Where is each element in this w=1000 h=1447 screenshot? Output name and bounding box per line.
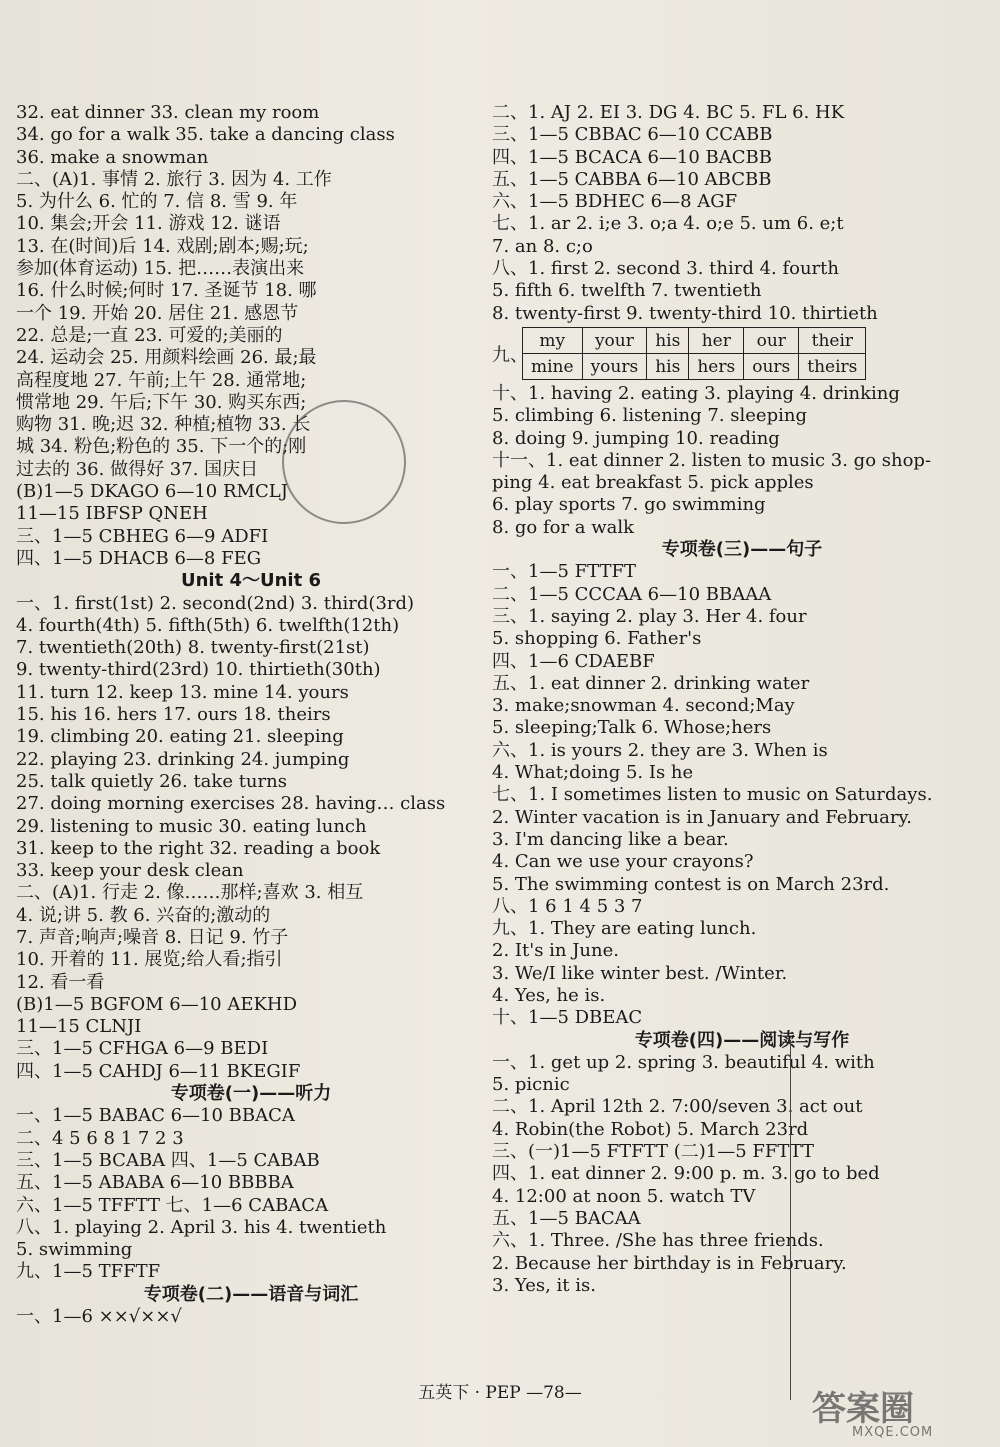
answer-line: 三、1—5 CBBAC 6—10 CCABB [492,124,773,146]
right-top-block [492,102,992,325]
pronoun-cell: our [744,328,799,354]
answer-line: 12. 看一看 [16,971,105,993]
pronoun-label: 九、 [492,344,528,366]
answer-line: 2. Winter vacation is in January and February. [492,806,912,828]
answer-line: 三、1. saying 2. play 3. Her 4. four [492,605,807,627]
pronoun-table-row [523,328,866,354]
answer-line: 5. picnic [492,1074,570,1096]
answer-line: 4. fourth(4th) 5. fifth(5th) 6. twelfth(12th) [16,614,400,636]
answer-line: (B)1—5 DKAGO 6—10 RMCLJ [16,481,288,503]
right-bottom-block [492,383,992,1297]
answer-line: 3. I'm dancing like a bear. [492,828,729,850]
watermark-url: MXQE.COM [852,1425,934,1440]
answer-line: 5. sleeping;Talk 6. Whose;hers [492,717,772,739]
answer-line: 二、(A)1. 行走 2. 像……那样;喜欢 3. 相互 [16,882,364,904]
answer-line: 4. Can we use your crayons? [492,851,754,873]
section-heading: 专项卷(二)——语音与词汇 [143,1283,359,1305]
answer-line: 13. 在(时间)后 14. 戏剧;剧本;赐;玩; [16,235,309,257]
answer-line: 七、1. I sometimes listen to music on Saturdays. [492,784,933,806]
answer-line: 五、1. eat dinner 2. drinking water [492,672,810,694]
answer-line: 25. talk quietly 26. take turns [16,770,287,792]
answer-line: 5. shopping 6. Father's [492,628,702,650]
answer-line: 6. play sports 7. go swimming [492,494,766,516]
pronoun-cell: my [523,328,583,354]
answer-line: 三、(一)1—5 FTFTT (二)1—5 FFTTT [492,1141,815,1163]
answer-line: 五、1—5 ABABA 6—10 BBBBA [16,1172,294,1194]
answer-line: 二、1—5 CCCAA 6—10 BBAAA [492,583,772,605]
answer-line: 四、1—5 DHACB 6—8 FEG [16,547,262,569]
pronoun-table [522,327,866,380]
answer-line: 五、1—5 BACAA [492,1207,641,1229]
answer-line: 10. 集会;开会 11. 游戏 12. 谜语 [16,213,281,235]
right-column [492,102,992,1297]
answer-line: 四、1—6 CDAEBF [492,650,655,672]
answer-line: 六、1—5 TFFTT 七、1—6 CABACA [16,1194,329,1216]
answer-line: 一、1. first(1st) 2. second(2nd) 3. third(3rd) [16,592,415,614]
watermark-text: 答案圈 [812,1389,914,1429]
answer-line: 城 34. 粉色;粉色的 35. 下一个的;刚 [16,436,307,458]
answer-line: 16. 什么时候;何时 17. 圣诞节 18. 哪 [16,280,317,302]
answer-line: 5. swimming [16,1239,133,1261]
answer-line: 过去的 36. 做得好 37. 国庆日 [16,458,259,480]
answer-line: 10. 开着的 11. 展览;给人看;指引 [16,949,283,971]
answer-line: 四、1—5 BCACA 6—10 BACBB [492,146,772,168]
answer-line: 十一、1. eat dinner 2. listen to music 3. go shop- [492,449,932,471]
answer-line: 二、(A)1. 事情 2. 旅行 3. 因为 4. 工作 [16,168,332,190]
answer-line: 二、1. April 12th 2. 7:00/seven 3. act out [492,1096,863,1118]
answer-line: 3. make;snowman 4. second;May [492,695,795,717]
section-heading: 专项卷(三)——句子 [661,539,823,561]
left-column [16,102,486,1328]
answer-line: 5. fifth 6. twelfth 7. twentieth [492,280,762,302]
page-footer: 五英下 · PEP —78— [418,1383,582,1403]
answer-line: 一、1. get up 2. spring 3. beautiful 4. with [492,1051,875,1073]
answer-line: 三、1—5 CBHEG 6—9 ADFI [16,525,269,547]
answer-line: 24. 运动会 25. 用颜料绘画 26. 最;最 [16,347,317,369]
section-heading: 专项卷(四)——阅读与写作 [634,1029,850,1051]
pronoun-table-row [523,354,866,380]
answer-line: 一、1—5 FTTFT [492,561,636,583]
pronoun-cell: his [647,354,689,380]
answer-line: 5. 为什么 6. 忙的 7. 信 8. 雪 9. 年 [16,191,298,213]
answer-line: 8. twenty-first 9. twenty-third 10. thirtieth [492,302,878,324]
answer-line: 惯常地 29. 午后;下午 30. 购买东西; [16,391,307,413]
answer-line: 参加(体育运动) 15. 把……表演出来 [16,258,305,280]
answer-line: 八、1. first 2. second 3. third 4. fourth [492,258,839,280]
pronoun-cell: yours [582,354,647,380]
answer-line: 一个 19. 开始 20. 居住 21. 感恩节 [16,302,299,324]
answer-line: 六、1—5 BDHEC 6—8 AGF [492,191,738,213]
answer-line: 31. keep to the right 32. reading a book [16,837,381,859]
pronoun-cell: mine [523,354,583,380]
answer-line: 15. his 16. hers 17. ours 18. theirs [16,704,331,726]
answer-line: 7. twentieth(20th) 8. twenty-first(21st) [16,637,370,659]
answer-line: 19. climbing 20. eating 21. sleeping [16,726,344,748]
pronoun-table-row [492,325,992,383]
answer-line: 5. climbing 6. listening 7. sleeping [492,405,807,427]
answer-line: 22. 总是;一直 23. 可爱的;美丽的 [16,324,283,346]
answer-line: 购物 31. 晚;迟 32. 种植;植物 33. 长 [16,414,311,436]
section-heading: Unit 4～Unit 6 [181,570,321,592]
answer-line: (B)1—5 BGFOM 6—10 AEKHD [16,993,298,1015]
pronoun-cell: their [799,328,866,354]
answer-line: 2. Because her birthday is in February. [492,1252,847,1274]
answer-line: 高程度地 27. 午前;上午 28. 通常地; [16,369,307,391]
answer-line: 一、1—5 BABAC 6—10 BBACA [16,1105,295,1127]
answer-line: 十、1—5 DBEAC [492,1007,643,1029]
answer-line: 4. Robin(the Robot) 5. March 23rd [492,1118,809,1140]
pronoun-cell: your [582,328,647,354]
answer-line: 二、4 5 6 8 1 7 2 3 [16,1127,184,1149]
answer-line: 4. Yes, he is. [492,984,606,1006]
answer-line: 四、1. eat dinner 2. 9:00 p. m. 3. go to bed [492,1163,880,1185]
answer-line: 3. We/I like winter best. /Winter. [492,962,788,984]
answer-line: 9. twenty-third(23rd) 10. thirtieth(30th) [16,659,381,681]
answer-line: 三、1—5 CFHGA 6—9 BEDI [16,1038,269,1060]
answer-line: 4. What;doing 5. Is he [492,762,694,784]
answer-line: 22. playing 23. drinking 24. jumping [16,748,350,770]
answer-line: 34. go for a walk 35. take a dancing class [16,124,395,146]
answer-line: 4. 12:00 at noon 5. watch TV [492,1185,756,1207]
answer-line: 九、1—5 TFFTF [16,1261,161,1283]
answer-line: 7. an 8. c;o [492,235,593,257]
answer-line: 8. go for a walk [492,516,635,538]
pronoun-cell: hers [689,354,744,380]
answer-line: 一、1—6 ××√××√ [16,1306,182,1328]
answer-line: 十、1. having 2. eating 3. playing 4. drinking [492,382,900,404]
answer-line: 七、1. ar 2. i;e 3. o;a 4. o;e 5. um 6. e;t [492,213,844,235]
answer-line: 33. keep your desk clean [16,860,244,882]
answer-line: 11—15 IBFSP QNEH [16,503,208,525]
answer-line: 八、1 6 1 4 5 3 7 [492,895,643,917]
section-heading: 专项卷(一)——听力 [170,1083,332,1105]
answer-line: 六、1. is yours 2. they are 3. When is [492,739,828,761]
answer-line: 7. 声音;响声;噪音 8. 日记 9. 竹子 [16,926,289,948]
answer-line: 11—15 CLNJI [16,1016,142,1038]
watermark-logo [812,1389,992,1440]
answer-line: ping 4. eat breakfast 5. pick apples [492,472,814,494]
answer-line: 九、1. They are eating lunch. [492,918,757,940]
answer-line: 八、1. playing 2. April 3. his 4. twentieth [16,1216,387,1238]
answer-line: 三、1—5 BCABA 四、1—5 CABAB [16,1149,320,1171]
answer-line: 3. Yes, it is. [492,1274,596,1296]
answer-line: 5. The swimming contest is on March 23rd. [492,873,890,895]
pronoun-cell: her [689,328,744,354]
answer-line: 27. doing morning exercises 28. having… class [16,793,446,815]
answer-line: 四、1—5 CAHDJ 6—11 BKEGIF [16,1060,301,1082]
pronoun-cell: theirs [799,354,866,380]
answer-line: 六、1. Three. /She has three friends. [492,1230,824,1252]
answer-line: 29. listening to music 30. eating lunch [16,815,367,837]
pronoun-cell: ours [744,354,799,380]
answer-line: 32. eat dinner 33. clean my room [16,102,320,123]
pronoun-cell: his [647,328,689,354]
answer-line: 8. doing 9. jumping 10. reading [492,427,780,449]
answer-line: 2. It's in June. [492,940,619,962]
column-divider [790,1040,791,1400]
answer-line: 4. 说;讲 5. 教 6. 兴奋的;激动的 [16,904,271,926]
answer-line: 二、1. AJ 2. EI 3. DG 4. BC 5. FL 6. HK [492,102,845,123]
answer-line: 11. turn 12. keep 13. mine 14. yours [16,681,349,703]
answer-line: 36. make a snowman [16,146,209,168]
answer-line: 五、1—5 CABBA 6—10 ABCBB [492,168,772,190]
